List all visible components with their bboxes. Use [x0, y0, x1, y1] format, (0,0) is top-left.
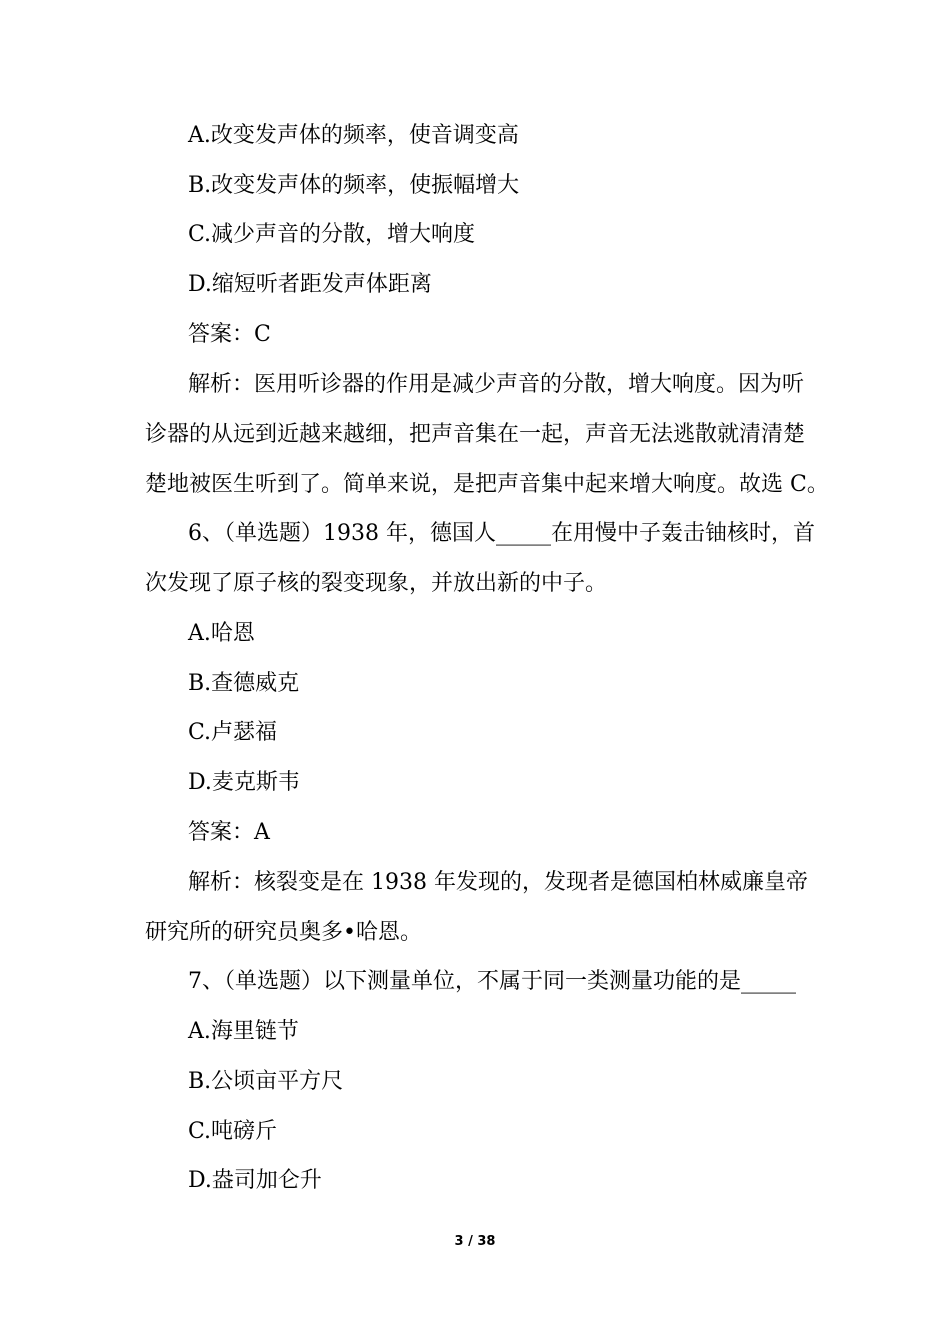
page-number: 3 / 38	[454, 1234, 496, 1249]
q5-option-b: B.改变发声体的频率，使振幅增大	[188, 173, 520, 198]
q6-question-line-2: 次发现了原子核的裂变现象，并放出新的中子。	[145, 571, 608, 596]
q5-option-d: D.缩短听者距发声体距离	[188, 272, 432, 297]
q6-explanation-line-1: 解析：核裂变是在 1938 年发现的，发现者是德国柏林威廉皇帝	[188, 870, 808, 895]
q7-option-b: B.公顷亩平方尺	[188, 1069, 344, 1094]
q7-question: 7、（单选题）以下测量单位，不属于同一类测量功能的是_____	[188, 969, 796, 994]
q7-option-a: A.海里链节	[188, 1019, 299, 1044]
q6-answer: 答案：A	[188, 820, 270, 845]
q7-option-d: D.盎司加仑升	[188, 1168, 322, 1193]
q6-option-c: C.卢瑟福	[188, 720, 278, 745]
q7-option-c: C.吨磅斤	[188, 1119, 278, 1144]
q6-explanation-line-2: 研究所的研究员奥多•哈恩。	[145, 920, 422, 945]
q5-answer: 答案：C	[188, 322, 271, 347]
q5-option-a: A.改变发声体的频率，使音调变高	[188, 123, 519, 148]
q5-explanation-line-2: 诊器的从远到近越来越细，把声音集在一起，声音无法逃散就清清楚	[145, 422, 806, 447]
q6-question-line-1: 6、（单选题）1938 年，德国人_____在用慢中子轰击铀核时，首	[188, 521, 815, 546]
q6-option-b: B.查德威克	[188, 671, 300, 696]
q6-option-a: A.哈恩	[188, 621, 255, 646]
q5-explanation-line-3: 楚地被医生听到了。简单来说，是把声音集中起来增大响度。故选 C。	[145, 472, 829, 497]
q6-option-d: D.麦克斯韦	[188, 770, 300, 795]
q5-explanation-line-1: 解析：医用听诊器的作用是减少声音的分散，增大响度。因为听	[188, 372, 805, 397]
q5-option-c: C.减少声音的分散，增大响度	[188, 222, 476, 247]
